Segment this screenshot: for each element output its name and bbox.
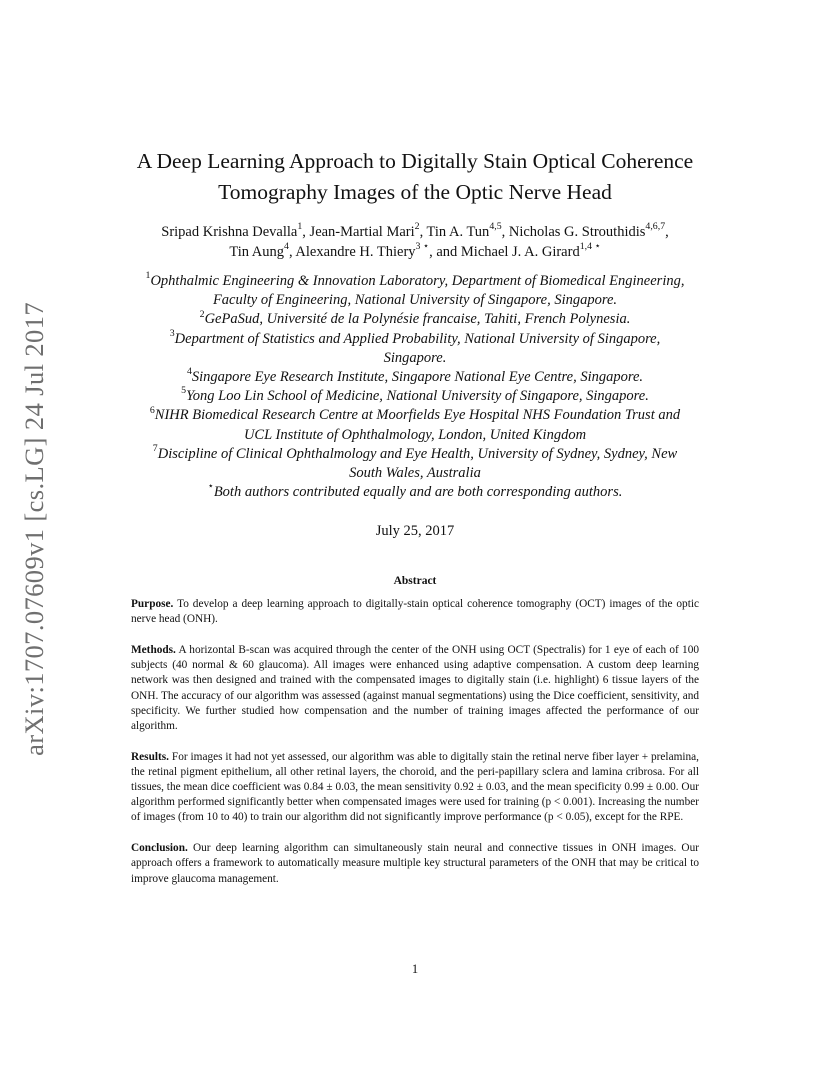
abstract-conclusion <box>131 841 699 887</box>
equal-contribution-text: Both authors contributed equally and are both corresponding authors. <box>213 484 623 501</box>
purpose-text: To develop a deep learning approach to digitally-stain optical coherence tomography (OCT) images of the optic nerve head (ONH). <box>131 598 699 626</box>
affiliations <box>90 272 740 502</box>
affiliation-number: 7 <box>152 443 158 455</box>
methods-label: Methods. <box>131 643 176 656</box>
author-affiliation-mark: 2 <box>414 221 420 233</box>
conclusion-label: Conclusion. <box>131 842 188 855</box>
publication-date: July 25, 2017 <box>375 523 455 539</box>
affiliation-1-cont: Faculty of Engineering, National University of Singapore, Singapore. <box>212 292 618 309</box>
affiliation-3-cont: Singapore. <box>383 349 447 366</box>
affiliation-2 <box>90 310 740 329</box>
author-line-1: Sripad Krishna Devalla$^1$, Jean-Martial Mari$^2$, Tin A. Tun$^{4,5}$, Nicholas G. Strouthidis$^{4,6,7}$, <box>161 221 669 240</box>
author-name: , Alexandre H. Thiery <box>288 244 416 260</box>
author-name: , Nicholas G. Strouthidis <box>501 224 646 240</box>
affiliation-6-cont: UCL Institute of Ophthalmology, London, United Kingdom <box>243 426 587 443</box>
affiliation-text: Ophthalmic Engineering & Innovation Laboratory, Department of Biomedical Engineering, <box>150 273 685 289</box>
affiliation-number: 3 <box>169 327 175 339</box>
affiliation-number: 2 <box>199 308 205 320</box>
title-line-2: Tomography Images of the Optic Nerve Head <box>218 180 612 204</box>
paper-title <box>90 146 740 208</box>
author-affiliation-mark: 1 <box>297 221 303 233</box>
author-name: , and Michael J. A. Girard <box>429 244 580 260</box>
abstract-purpose <box>131 597 699 627</box>
affiliation-number: 5 <box>181 385 187 397</box>
affiliation-text: Department of Statistics and Applied Probability, National University of Singapore, <box>174 330 661 347</box>
affiliation-3 <box>90 327 740 349</box>
author-affiliation-mark: 1,4 ⋆ <box>579 241 601 253</box>
conclusion-text: Our deep learning algorithm can simultaneously stain neural and connective tissues in ONH images. Our approach offers a framework to automatically measure multiple key structural parameters of the ONH that may be critical to improve glaucoma management. <box>131 842 699 885</box>
author-line-2 <box>90 242 740 262</box>
affiliation-6 <box>90 406 740 425</box>
affiliation-text: NIHR Biomedical Research Centre at Moorfields Eye Hospital NHS Foundation Trust and <box>154 407 681 424</box>
author-name: Tin Aung <box>229 244 285 260</box>
arxiv-id-text: arXiv:1707.07609v1 [cs.LG] 24 Jul 2017 <box>18 301 49 756</box>
author-list <box>90 222 740 262</box>
affiliation-number: 6 <box>149 404 155 416</box>
affiliation-7-cont: South Wales, Australia <box>349 465 481 482</box>
abstract-heading: Abstract <box>393 575 437 587</box>
affiliation-number: 1 <box>145 270 151 282</box>
author-name: Sripad Krishna Devalla <box>161 224 298 240</box>
abstract-results <box>131 750 699 826</box>
affiliation-4 <box>90 368 740 387</box>
abstract-body <box>131 597 699 902</box>
abstract-methods <box>131 643 699 734</box>
results-label: Results. <box>131 750 169 763</box>
affiliation-7 <box>90 445 740 464</box>
author-affiliation-mark: 3 ⋆ <box>415 241 430 253</box>
methods-text: A horizontal B-scan was acquired through the center of the ONH using OCT (Spectralis) for 1 eye of each of 100 subjects (40 normal & 60 glaucoma). All images were enhanced using adaptive compensation. A custom deep learning network was then designed and trained with the compensated images to digitally stain (i.e. highlight) 6 tissue layers of the ONH. The accuracy of our algorithm was assessed (against manual segmentations) using the Dice coefficient, sensitivity, and specificity. We further studied how compensation and the number of training images affected the performance of our algorithm. <box>131 643 699 732</box>
purpose-label: Purpose. <box>131 598 174 610</box>
results-text: For images it had not yet assessed, our algorithm was able to digitally stain the retinal nerve fiber layer + prelamina, the retinal pigment epithelium, all other retinal layers, the choroid, and the peri-papillary sclera and lamina cribrosa. For all tissues, the mean dice coefficient was 0.84 ± 0.03, the mean sensitivity 0.92 ± 0.03, and the mean specificity 0.99 ± 0.00. Our algorithm performed significantly better when compensated images were used for training (p < 0.001). Increasing the number of images (from 10 to 40) to train our algorithm did not significantly improve performance (p < 0.05), except for the RPE. <box>131 750 700 824</box>
affiliation-text: Discipline of Clinical Ophthalmology and Eye Health, University of Sydney, Sydney, New <box>157 445 678 462</box>
arxiv-side-identifier <box>12 296 56 761</box>
author-affiliation-mark: 4,5 <box>489 221 502 233</box>
affiliation-number: 4 <box>186 366 192 378</box>
author-affiliation-mark: 4 <box>284 241 289 253</box>
affiliation-1 <box>90 272 740 291</box>
affiliation-text: GePaSud, Université de la Polynésie francaise, Tahiti, French Polynesia. <box>204 311 631 328</box>
star-mark: ⋆ <box>207 481 214 493</box>
author-affiliation-mark: 4,6,7 <box>645 221 666 233</box>
title-line-1: A Deep Learning Approach to Digitally Stain Optical Coherence <box>136 149 694 173</box>
affiliation-text: Yong Loo Lin School of Medicine, National University of Singapore, Singapore. <box>186 388 649 405</box>
page-number: 1 <box>411 962 419 976</box>
author-name: , Tin A. Tun <box>419 224 490 240</box>
author-name: , Jean-Martial Mari <box>302 224 415 240</box>
equal-contribution-note <box>90 483 740 502</box>
affiliation-5 <box>90 387 740 406</box>
affiliation-text: Singapore Eye Research Institute, Singapore National Eye Centre, Singapore. <box>191 369 644 386</box>
